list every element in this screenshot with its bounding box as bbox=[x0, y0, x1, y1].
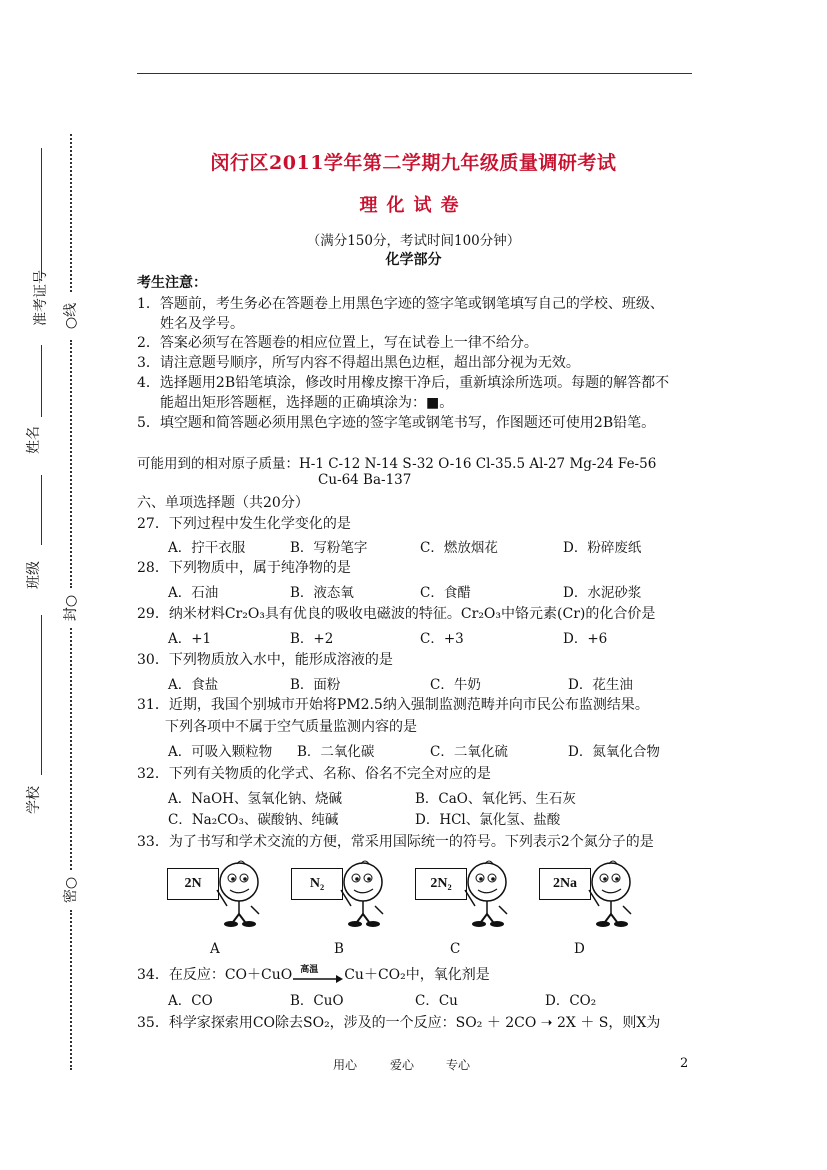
exam-subtitle: 理化试卷 bbox=[359, 195, 468, 216]
sign-label: 2Na bbox=[539, 868, 591, 900]
notice-item: 姓名及学号。 bbox=[160, 316, 244, 332]
atomic-masses-line-1: 可能用到的相对原子质量：H-1 C-12 N-14 S-32 O-16 Cl-35.5 Al-27 Mg-24 Fe-56 bbox=[137, 456, 657, 472]
sign-label: N₂ bbox=[291, 868, 343, 900]
notice-item: 1．答题前，考生务必在答题卷上用黑色字迹的签字笔或钢笔填写自己的学校、班级、 bbox=[137, 296, 664, 312]
q32-option-c: C．Na₂CO₃、碳酸钠、纯碱 bbox=[168, 812, 339, 828]
q30-option-b: B．面粉 bbox=[290, 677, 341, 693]
q32-option-d: D．HCl、氯化氢、盐酸 bbox=[415, 812, 561, 828]
cartoon-figure-icon bbox=[415, 860, 525, 930]
q30-option-a: A．食盐 bbox=[168, 677, 219, 693]
q31-option-d: D．氮氧化合物 bbox=[568, 744, 660, 760]
footer-text-2: 爱心 bbox=[390, 1058, 415, 1072]
figure-option-d bbox=[539, 860, 649, 930]
seal-line-text: ○线 bbox=[63, 302, 80, 330]
q34-stem-pre: 34．在反应：CO＋CuO bbox=[137, 967, 293, 983]
q30-option-d: D．花生油 bbox=[568, 677, 633, 693]
underline-class bbox=[41, 475, 42, 545]
label-name: 姓名 bbox=[26, 426, 42, 454]
q34-option-c: C．Cu bbox=[415, 993, 458, 1009]
q27-option-b: B．写粉笔字 bbox=[290, 540, 368, 556]
question-30-stem: 30．下列物质放入水中，能形成溶液的是 bbox=[137, 652, 393, 668]
question-29-stem: 29．纳米材料Cr₂O₃具有优良的吸收电磁波的特征。Cr₂O₃中铬元素(Cr)的化合价是 bbox=[137, 606, 656, 622]
question-28-stem: 28．下列物质中，属于纯净物的是 bbox=[137, 560, 351, 576]
question-34-stem bbox=[137, 964, 490, 984]
q29-option-b: B．+2 bbox=[290, 631, 334, 647]
binding-dotted-line-3 bbox=[70, 628, 72, 870]
cartoon-figure-icon bbox=[291, 860, 401, 930]
arrow-icon bbox=[292, 970, 344, 984]
footer-text-1: 用心 bbox=[333, 1058, 358, 1072]
figure-letter-c: C bbox=[450, 941, 461, 957]
q34-option-a: A．CO bbox=[168, 993, 213, 1009]
q34-option-b: B．CuO bbox=[290, 993, 344, 1009]
notice-item: 5．填空题和简答题必须用黑色字迹的签字笔或钢笔书写，作图题还可使用2B铅笔。 bbox=[137, 415, 656, 431]
question-35-stem: 35．科学家探索用CO除去SO₂，涉及的一个反应：SO₂ ＋ 2CO ➝ 2X ＋ S，则X为 bbox=[137, 1015, 661, 1031]
q30-option-c: C．牛奶 bbox=[430, 677, 481, 693]
question-31-stem-cont: 下列各项中不属于空气质量监测内容的是 bbox=[165, 719, 417, 735]
binding-dotted-line-4 bbox=[70, 910, 72, 1070]
q31-option-c: C．二氧化硫 bbox=[430, 744, 508, 760]
q34-stem-post: Cu＋CO₂中，氧化剂是 bbox=[344, 967, 490, 983]
binding-dotted-line-2 bbox=[70, 340, 72, 588]
seal-secret-text: 密○ bbox=[63, 876, 80, 904]
label-school: 学校 bbox=[26, 786, 42, 814]
figure-option-b bbox=[291, 860, 401, 930]
atomic-masses-line-2: Cu-64 Ba-137 bbox=[318, 472, 412, 488]
q28-option-b: B．液态氧 bbox=[290, 585, 354, 601]
label-class: 班级 bbox=[26, 561, 42, 589]
figure-option-c bbox=[415, 860, 525, 930]
notice-item: 能超出矩形答题框，选择题的正确填涂为：■。 bbox=[160, 395, 454, 411]
question-32-stem: 32．下列有关物质的化学式、名称、俗名不完全对应的是 bbox=[137, 766, 491, 782]
figure-letter-d: D bbox=[574, 941, 585, 957]
reaction-arrow bbox=[292, 965, 344, 982]
question-27-stem: 27．下列过程中发生化学变化的是 bbox=[137, 516, 351, 532]
q27-option-a: A．拧干衣服 bbox=[168, 540, 246, 556]
q31-option-a: A．可吸入颗粒物 bbox=[168, 744, 273, 760]
sign-label: 2N₂ bbox=[415, 868, 467, 900]
reaction-condition: 高温 bbox=[300, 965, 319, 975]
exam-title: 闵行区2011学年第二学期九年级质量调研考试 bbox=[210, 152, 617, 174]
underline-school bbox=[41, 615, 42, 775]
seal-seal-text: 封○ bbox=[63, 594, 80, 622]
q31-option-b: B．二氧化碳 bbox=[297, 744, 375, 760]
q29-option-d: D．+6 bbox=[563, 631, 608, 647]
q32-option-b: B．CaO、氧化钙、生石灰 bbox=[415, 791, 576, 807]
q29-option-c: C．+3 bbox=[420, 631, 464, 647]
footer-text-3: 专心 bbox=[446, 1058, 471, 1072]
q27-option-c: C．燃放烟花 bbox=[420, 540, 498, 556]
notice-item: 2．答案必须写在答题卷的相应位置上，写在试卷上一律不给分。 bbox=[137, 335, 538, 351]
question-31-stem: 31．近期，我国个别城市开始将PM2.5纳入强制监测范畴并向市民公布监测结果。 bbox=[137, 697, 649, 713]
q28-option-c: C．食醋 bbox=[420, 585, 471, 601]
figure-letter-b: B bbox=[334, 941, 344, 957]
cartoon-figure-icon bbox=[167, 860, 277, 930]
part-title: 六、单项选择题（共20分） bbox=[137, 495, 309, 511]
notice-heading: 考生注意： bbox=[137, 275, 207, 291]
notice-item: 3．请注意题号顺序，所写内容不得超出黑色边框，超出部分视为无效。 bbox=[137, 355, 580, 371]
q34-option-d: D．CO₂ bbox=[545, 993, 597, 1009]
figure-letter-a: A bbox=[210, 941, 220, 957]
header-rule bbox=[137, 73, 692, 74]
q28-option-d: D．水泥砂浆 bbox=[563, 585, 642, 601]
notice-item: 4．选择题用2B铅笔填涂，修改时用橡皮擦干净后，重新填涂所选项。每题的解答都不 bbox=[137, 375, 670, 391]
q29-option-a: A．+1 bbox=[168, 631, 212, 647]
section-title: 化学部分 bbox=[385, 252, 442, 268]
cartoon-figure-icon bbox=[539, 860, 649, 930]
question-33-stem: 33．为了书写和学术交流的方便，常采用国际统一的符号。下列表示2个氮分子的是 bbox=[137, 834, 654, 850]
q27-option-d: D．粉碎废纸 bbox=[563, 540, 642, 556]
page-number: 2 bbox=[680, 1056, 689, 1071]
q28-option-a: A．石油 bbox=[168, 585, 219, 601]
underline-name bbox=[41, 345, 42, 417]
exam-note: （满分150分，考试时间100分钟） bbox=[306, 233, 521, 249]
figure-option-a bbox=[167, 860, 277, 930]
sign-label: 2N bbox=[167, 868, 219, 900]
q32-option-a: A．NaOH、氢氧化钠、烧碱 bbox=[168, 791, 342, 807]
label-exam-no: 准考证号 bbox=[33, 270, 49, 326]
